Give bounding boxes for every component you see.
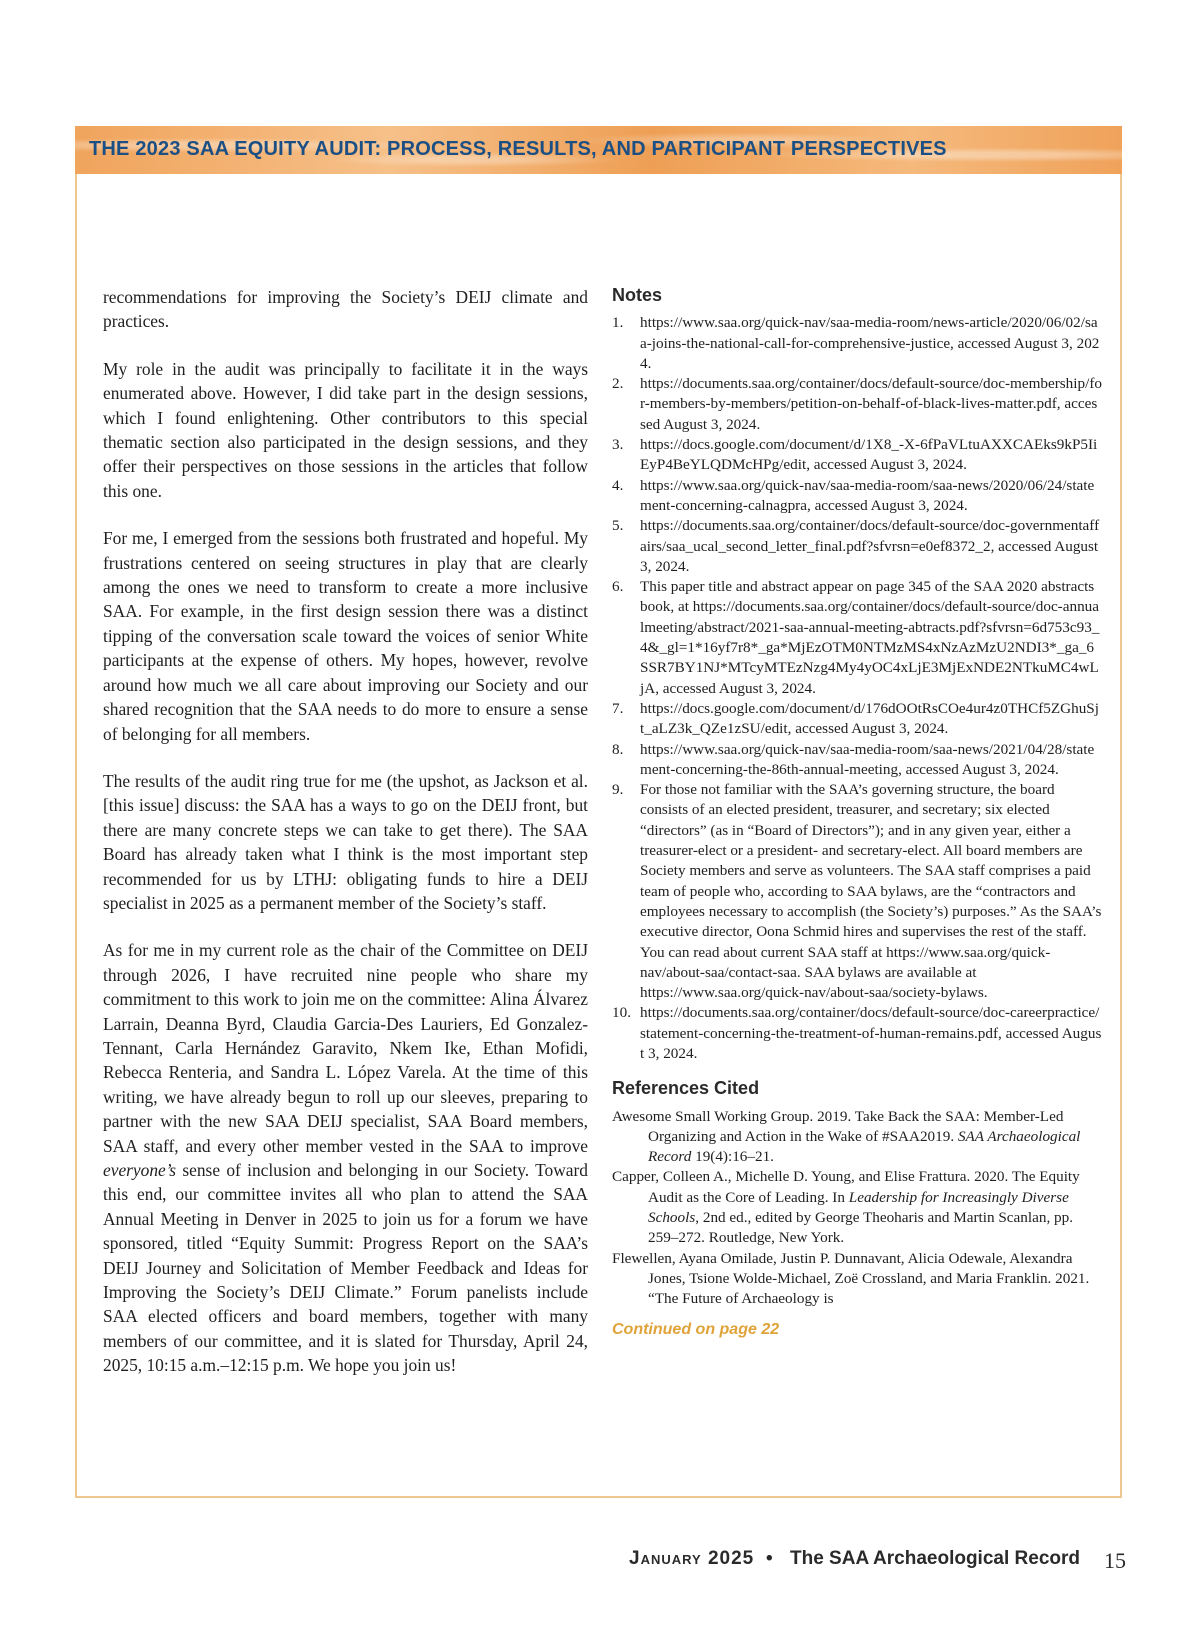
note-number: 7.	[612, 699, 624, 717]
reference-title: SAA Archaeological Record	[648, 1127, 1081, 1166]
note-text: For those not familiar with the SAA’s governing structure, the board consists of an elected president, treasurer, and secretary; six elected “directors” (as in “Board of Directors”); and in any given year, either a treasurer-elect or a president- and secretary-elect. All board members are Society members and serve as volunteers. The SAA staff comprises a paid team of people who, according to SAA bylaws, are the “contractors and employees necessary to accomplish (the Society’s) purposes.” As the SAA’s executive director, Oona Schmid hires and supervises the rest of the staff. You can read about current SAA staff at https://www.saa.org/quick-nav/about-saa/contact-saa. SAA bylaws are available at https://www.saa.org/quick-nav/about-saa/society-bylaws.	[640, 781, 1102, 1002]
notes-list	[612, 313, 1102, 1064]
note-text[interactable]: https://documents.saa.org/container/docs/default-source/doc-governmentaffairs/saa_ucal_second_letter_final.pdf?sfvrsn=e0ef8372_2, accessed August 3, 2024.	[640, 517, 1100, 575]
note-number: 9.	[612, 781, 624, 799]
note-item	[612, 1003, 1102, 1064]
paragraph: For me, I emerged from the sessions both frustrated and hopeful. My frustrations centered on seeing structures in play that are clearly among the ones we need to transform to create a more inclusive SAA. For example, in the first design session there was a distinct tipping of the conversation scale toward the voices of senior White participants at the expense of others. My hopes, however, revolve around how much we all care about improving our Society and our shared recognition that the SAA needs to do more to ensure a sense of belonging for all members.	[103, 528, 588, 744]
note-number: 8.	[612, 740, 624, 758]
note-text[interactable]: https://documents.saa.org/container/docs/default-source/doc-membership/for-members-by-members/petition-on-behalf-of-black-lives-matter.pdf, accessed August 3, 2024.	[640, 375, 1102, 433]
reference-item	[612, 1249, 1102, 1310]
note-number: 10.	[612, 1004, 631, 1022]
note-item	[612, 374, 1102, 435]
note-item	[612, 516, 1102, 577]
section-title: THE 2023 SAA EQUITY AUDIT: PROCESS, RESULTS, AND PARTICIPANT PERSPECTIVES	[89, 138, 947, 160]
notes-column	[612, 285, 1102, 1340]
notes-heading: Notes	[612, 285, 663, 305]
note-number: 3.	[612, 436, 624, 454]
reference-text: , 2nd ed., edited by George Theoharis and Martin Scanlan, pp. 259–272. Routledge, New York.	[648, 1209, 1074, 1247]
note-item	[612, 313, 1102, 374]
paragraph: recommendations for improving the Society’s DEIJ climate and practices.	[103, 287, 588, 332]
section-banner	[75, 126, 1122, 174]
paragraph: My role in the audit was principally to facilitate it in the ways enumerated above. However, I did take part in the design sessions, which I found enlightening. Other contributors to this special thematic section also participated in the design sessions, and they offer their perspectives on those sessions in the articles that follow this one.	[103, 358, 588, 501]
footer-publication: The SAA Archaeological Record	[790, 1548, 1080, 1569]
article-body	[103, 285, 588, 1401]
note-item	[612, 780, 1102, 1003]
reference-item	[612, 1107, 1102, 1168]
page-number: 15	[1104, 1548, 1126, 1573]
paragraph: The results of the audit ring true for me (the upshot, as Jackson et al. [this issue] discuss: the SAA has a ways to go on the DEIJ front, but there are many concrete steps we can take to get there). The SAA Board has already taken what I think is the most important step recommended for us by LTHJ: obligating funds to hire a DEIJ specialist in 2025 as a permanent member of the Society’s staff.	[103, 770, 588, 913]
footer-separator: •	[766, 1548, 773, 1569]
note-number: 2.	[612, 375, 624, 393]
note-item	[612, 435, 1102, 476]
reference-item	[612, 1167, 1102, 1248]
paragraph-text: As for me in my current role as the chair of the Committee on DEIJ through 2026, I have recruited nine people who share my commitment to this work to join me on the committee: Alina Álvarez Larrain, Deanna Byrd, Claudia Garcia-Des Lauriers, Ed Gonzalez-Tennant, Carla Hernández Garavito, Nkem Ike, Ethan Mofidi, Rebecca Renteria, and Sandra L. López Varela. At the time of this writing, we have already begun to roll up our sleeves, preparing to partner with the new SAA DEIJ specialist, SAA Board members, SAA staff, and every other member vested in the SAA to improve	[103, 940, 588, 1156]
reference-text: Flewellen, Ayana Omilade, Justin P. Dunnavant, Alicia Odewale, Alexandra Jones, Tsione Wolde-Michael, Zoë Crossland, and Maria Franklin. 2021. “The Future of Archaeology is	[612, 1249, 1090, 1308]
paragraph-text: sense of inclusion and belonging in our Society. Toward this end, our committee invites all who plan to attend the SAA Annual Meeting in Denver in 2025 to join us for a forum we have sponsored, titled “Equity Summit: Progress Report on the SAA’s DEIJ Journey and Solicitation of Member Feedback and Ideas for Improving the Society’s DEIJ Climate.” Forum panelists include SAA elected officers and board members, together with many members of our committee, and it is slated for Thursday, April 24, 2025, 10:15 a.m.–12:15 p.m. We hope you join us!	[103, 1160, 588, 1376]
note-number: 6.	[612, 578, 624, 596]
reference-text: Awesome Small Working Group. 2019. Take Back the SAA: Member-Led Organizing and Action in the Wake of #SAA2019.	[612, 1107, 1064, 1145]
note-number: 4.	[612, 476, 624, 494]
note-text[interactable]: This paper title and abstract appear on page 345 of the SAA 2020 abstracts book, at https://documents.saa.org/container/docs/default-source/doc-annualmeeting/abstract/2021-saa-annual-meeting-abtracts.pdf?sfvrsn=6d753c93_4&_gl=1*16yf7r8*_ga*MjEzOTM0NTMzMS4xNzAzMzU2NDI3*_ga_6SSR7BY1NJ*MTcyMTEzNzg4My4yOC4xLjE3MjExNDE2NTkuMC4wLjA, accessed August 3, 2024.	[640, 578, 1100, 697]
reference-title: Leadership for Increasingly Diverse Schools	[648, 1188, 1069, 1227]
note-item	[612, 476, 1102, 517]
paragraph	[103, 938, 588, 1377]
note-item	[612, 699, 1102, 740]
note-text[interactable]: https://www.saa.org/quick-nav/saa-media-room/news-article/2020/06/02/saa-joins-the-national-call-for-comprehensive-justice, accessed August 3, 2024.	[640, 314, 1100, 372]
note-item	[612, 577, 1102, 699]
note-number: 5.	[612, 517, 624, 535]
references-heading: References Cited	[612, 1078, 760, 1099]
reference-text: Capper, Colleen A., Michelle D. Young, and Elise Frattura. 2020. The Equity Audit as the Core of Leading. In	[612, 1168, 1080, 1206]
emphasis-text: everyone’s	[103, 1160, 177, 1180]
note-text[interactable]: https://docs.google.com/document/d/176dOOtRsCOe4ur4z0THCf5ZGhuSjt_aLZ3k_QZe1zSU/edit, accessed August 3, 2024.	[640, 699, 1099, 738]
note-item	[612, 740, 1102, 781]
footer-issue-date: January 2025	[629, 1548, 755, 1569]
note-text[interactable]: https://documents.saa.org/container/docs/default-source/doc-careerpractice/statement-concerning-the-treatment-of-human-remains.pdf, accessed August 3, 2024.	[640, 1004, 1102, 1062]
note-text[interactable]: https://www.saa.org/quick-nav/saa-media-room/saa-news/2020/06/24/statement-concerning-calnagpra, accessed August 3, 2024.	[640, 476, 1095, 514]
reference-text: 19(4):16–21.	[691, 1148, 774, 1166]
note-number: 1.	[612, 314, 624, 332]
note-text[interactable]: https://docs.google.com/document/d/1X8_-X-6fPaVLtuAXXCAEks9kP5IiEyP4BeYLQDMcHPg/edit, accessed August 3, 2024.	[640, 436, 1098, 474]
continued-link[interactable]: Continued on page 22	[612, 1320, 780, 1338]
note-text[interactable]: https://www.saa.org/quick-nav/saa-media-room/saa-news/2021/04/28/statement-concerning-the-86th-annual-meeting, accessed August 3, 2024.	[640, 740, 1095, 778]
